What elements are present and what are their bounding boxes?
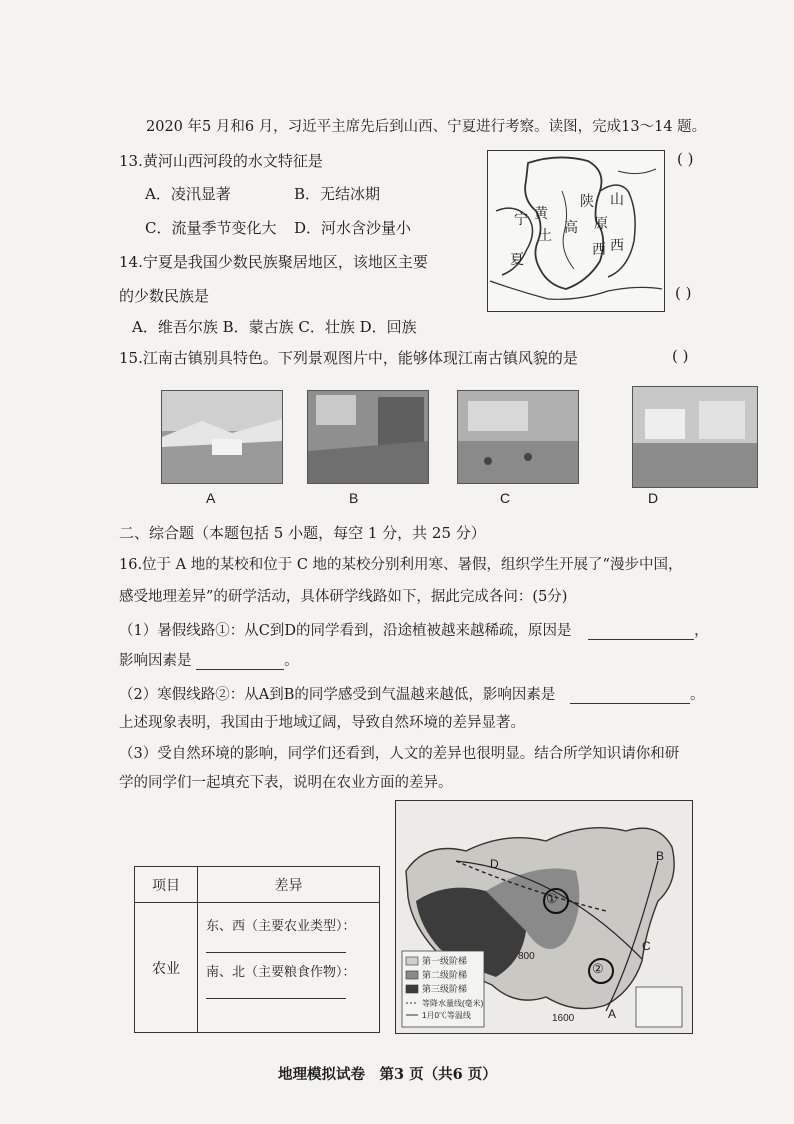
map-point-d: D [490,857,499,871]
table-north-south-blank[interactable] [206,980,346,999]
q16-p2-line2: 上述现象表明，我国由于地域辽阔，导致自然环境的差异显著。 [119,715,525,731]
photo-label-a: A [206,490,216,506]
q13-option-d: D．河水含沙量小 [294,219,412,237]
q16-p1-line2 [119,652,299,670]
landscape-photo-c [457,390,579,484]
photo-label-d: D [648,490,659,506]
q16-p2-line1 [119,686,704,704]
q16-line2: 感受地理差异”的研学活动，具体研学线路如下，据此完成各问：(5分) [119,589,568,605]
intro-text: 2020 年5 月和6 月，习近平主席先后到山西、宁夏进行考察。读图，完成13～14 题。 [146,119,707,135]
table-east-west-blank[interactable] [206,934,346,953]
legend-isotherm: 1月0℃等温线 [422,1011,471,1020]
map-isoline-1600: 1600 [552,1013,575,1024]
q16-p1-answer-blank-2[interactable] [196,653,284,670]
q13-stem: 13.黄河山西河段的水文特征是 [119,152,323,170]
photo-c-image [458,391,578,483]
map-point-c: C [642,939,651,953]
china-route-map [395,800,693,1034]
q14-stem-line1: 14.宁夏是我国少数民族聚居地区，该地区主要 [119,253,428,271]
map1-label-xi1: 西 [592,241,606,257]
q16-p2-period: 。 [689,687,705,703]
photo-label-c: C [500,490,511,506]
route-2-label: ② [592,961,604,976]
landscape-photo-a [161,390,283,484]
q16-p2-answer-blank[interactable] [570,687,690,704]
map-isoline-800: 800 [518,951,535,962]
q13-option-b: B．无结冰期 [294,185,381,203]
agriculture-table [134,866,380,1033]
photo-d-image [633,387,757,487]
map1-label-tu: 土 [538,227,552,243]
q16-p1-comma: ， [694,623,709,639]
map-point-a: A [608,1007,617,1021]
q15-answer-paren: ( ) [672,347,689,365]
map-point-b: B [656,849,665,863]
table-difference-cell [198,903,380,1033]
ningxia-shanxi-map [487,150,665,312]
map1-label-shaan: 陕 [580,193,594,209]
table-row-agriculture [135,903,380,1033]
map1-label-ning: 宁 [514,211,528,227]
page-footer: 地理模拟试卷 第3 页（共6 页） [278,1066,497,1083]
legend-isohyet: 等降水量线(毫米) [422,999,484,1008]
photo-label-b: B [349,490,359,506]
q13-option-c: C．流量季节变化大 [145,219,277,237]
landscape-photo-d [632,386,758,488]
q16-p1-text: （1）暑假线路①：从C到D的同学看到，沿途植被越来越稀疏，原因是 [119,623,572,639]
photo-a-image [162,391,282,483]
table-east-west-label: 东、西（主要农业类型）： [206,919,356,934]
q16-p1-period: 。 [284,653,299,669]
table-row-label: 农业 [135,903,198,1033]
q16-p1-answer-blank-1[interactable] [588,623,694,640]
q16-p1-factor-text: 影响因素是 [119,653,192,669]
q13-option-a: A．凌汛显著 [145,185,231,203]
map1-label-huang: 黄 [534,205,548,221]
q16-line1: 16.位于 A 地的某校和位于 C 地的某校分别利用寒、暑假，组织学生开展了“漫步中国， [119,557,683,573]
photo-b-image [308,391,428,483]
q16-p3-line2: 学的同学们一起填充下表，说明在农业方面的差异。 [119,775,453,791]
landscape-photo-b [307,390,429,484]
q15-stem: 15.江南古镇别具特色。下列景观图片中，能够体现江南古镇风貌的是 [119,349,578,367]
q14-options: A．维吾尔族 B．蒙古族 C．壮族 D．回族 [132,318,417,336]
q16-p1-line1 [119,622,709,640]
map1-label-xia: 夏 [510,251,524,267]
q16-p2-text: （2）寒假线路②：从A到B的同学感受到气温越来越低，影响因素是 [119,687,556,703]
table-header-item: 项目 [135,867,198,903]
q14-stem-line2: 的少数民族是 [119,287,210,305]
section2-heading: 二、综合题（本题包括 5 小题，每空 1 分，共 25 分） [119,524,486,542]
route-1-label: ① [546,891,558,906]
map1-label-shan: 山 [610,191,624,207]
map1-label-yuan: 原 [594,215,608,231]
map1-label-xi2: 西 [610,237,624,253]
legend-step2: 第二级阶梯 [422,970,468,980]
map1-label-gao: 高 [564,219,578,235]
table-header-difference: 差异 [198,867,380,903]
q16-p3-line1: （3）受自然环境的影响，同学们还看到，人文的差异也很明显。结合所学知识请你和研 [119,746,680,762]
q14-answer-paren: ( ) [675,284,692,302]
table-header-row [135,867,380,903]
legend-step3: 第三级阶梯 [422,984,468,994]
legend-step1: 第一级阶梯 [422,956,468,966]
q13-answer-paren: ( ) [677,150,694,168]
table-north-south-label: 南、北（主要粮食作物）： [206,965,356,980]
